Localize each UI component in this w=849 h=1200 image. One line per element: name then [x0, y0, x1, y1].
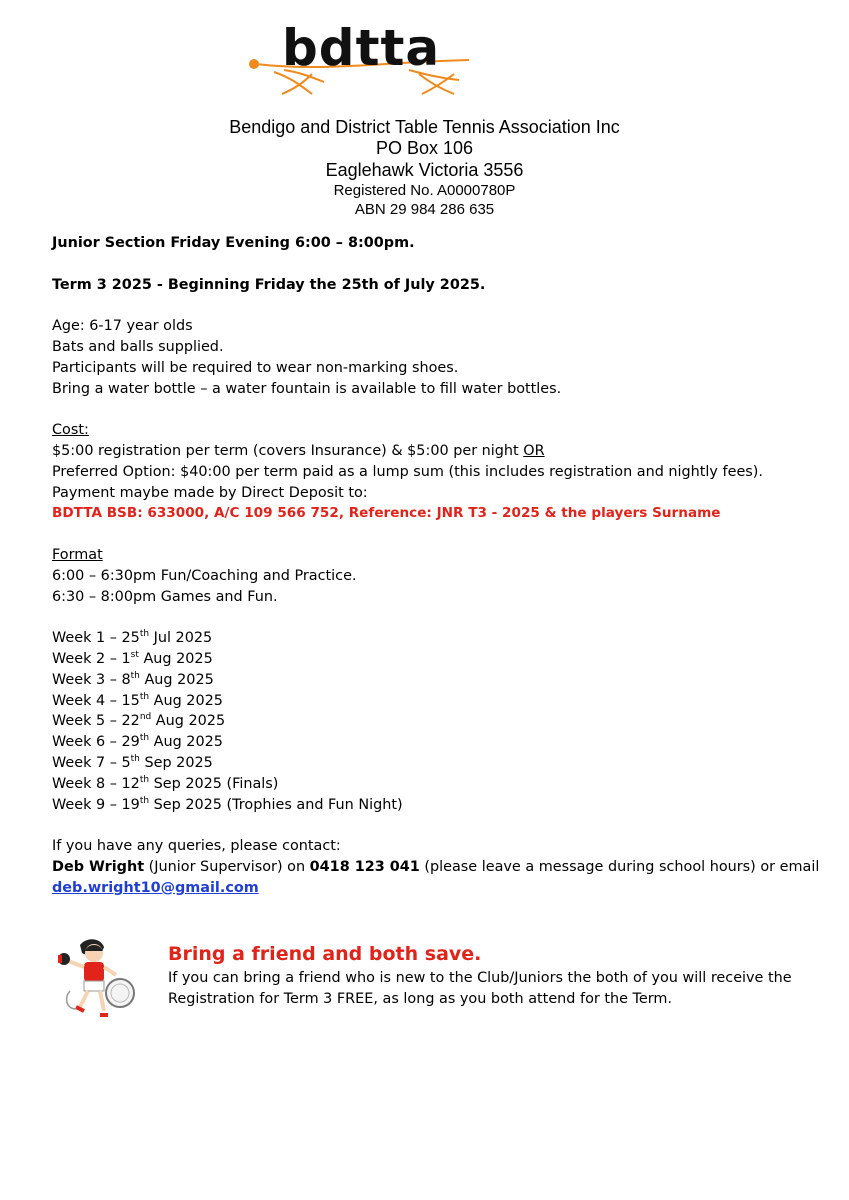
format-heading: Format	[52, 546, 103, 563]
bank-details: BDTTA BSB: 633000, A/C 109 566 752, Reference: JNR T3 - 2025 & the players Surname	[52, 505, 721, 522]
week-item: Week 5 – 22nd Aug 2025	[52, 712, 226, 730]
week-item: Week 7 – 5th Sep 2025	[52, 753, 213, 771]
bdtta-logo	[244, 19, 474, 102]
logo-text: bdtta	[282, 19, 441, 77]
week-item: Week 3 – 8th Aug 2025	[52, 670, 214, 688]
week-item: Week 9 – 19th Sep 2025 (Trophies and Fun Night)	[52, 795, 403, 813]
week-item: Week 8 – 12th Sep 2025 (Finals)	[52, 774, 279, 792]
week-item: Week 4 – 15th Aug 2025	[52, 691, 223, 709]
contact-phone: 0418 123 041	[309, 858, 420, 875]
child-player-illustration-icon	[58, 935, 138, 1023]
format-line: 6:00 – 6:30pm Fun/Coaching and Practice.	[52, 567, 357, 584]
info-line: Bats and balls supplied.	[52, 338, 224, 355]
locality: Eaglehawk Victoria 3556	[325, 160, 524, 180]
promo-body: If you can bring a friend who is new to the Club/Juniors the both of you will receive the Registration for Term 3 FREE, as long as you both attend for the Term.	[168, 970, 792, 1007]
format-line: 6:30 – 8:00pm Games and Fun.	[52, 588, 278, 605]
contact-line: Deb Wright (Junior Supervisor) on 0418 123 041 (please leave a message during school hours) or email	[52, 858, 820, 875]
org-name: Bendigo and District Table Tennis Association Inc	[229, 117, 620, 137]
contact-intro: If you have any queries, please contact:	[52, 838, 341, 855]
intro-block	[52, 233, 820, 899]
registered-number: Registered No. A0000780P	[333, 182, 516, 199]
section-heading: Junior Section Friday Evening 6:00 – 8:00pm.	[52, 235, 415, 251]
po-box: PO Box 106	[375, 138, 474, 158]
promo-title: Bring a friend and both save.	[168, 943, 482, 965]
cost-or: OR	[523, 442, 545, 459]
abn: ABN 29 984 286 635	[354, 201, 495, 218]
week-item: Week 2 – 1st Aug 2025	[52, 649, 213, 667]
contact-name: Deb Wright	[52, 858, 145, 875]
cost-line: Preferred Option: $40:00 per term paid as a lump sum (this includes registration and nightly fees).	[52, 463, 763, 480]
cost-line: Payment maybe made by Direct Deposit to:	[52, 484, 368, 501]
cost-line	[52, 441, 812, 462]
week-list	[52, 628, 812, 815]
letterhead	[0, 117, 849, 219]
cost-text: $5:00 registration per term (covers Insurance) & $5:00 per night	[52, 442, 524, 459]
week-item: Week 6 – 29th Aug 2025	[52, 733, 223, 751]
info-line: Participants will be required to wear non-marking shoes.	[52, 359, 459, 376]
info-line: Age: 6-17 year olds	[52, 318, 193, 335]
cost-heading: Cost:	[52, 422, 89, 439]
contact-email-link[interactable]: deb.wright10@gmail.com	[52, 879, 259, 896]
term-heading: Term 3 2025 - Beginning Friday the 25th of July 2025.	[52, 276, 486, 293]
info-line: Bring a water bottle – a water fountain is available to fill water bottles.	[52, 380, 562, 397]
week-item: Week 1 – 25th Jul 2025	[52, 629, 213, 647]
